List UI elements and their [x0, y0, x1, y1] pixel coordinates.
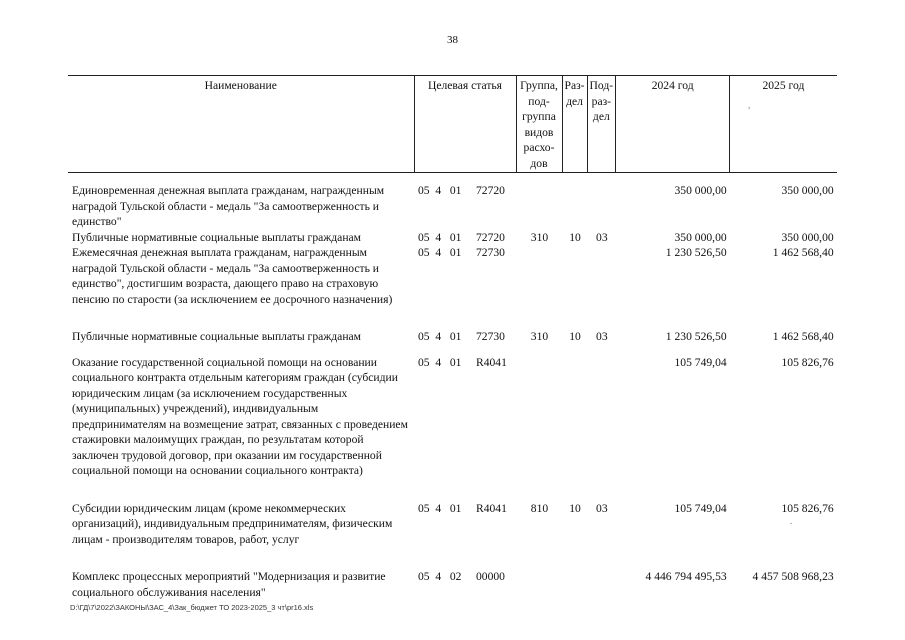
table-row: [68, 501, 837, 548]
row-section: 10: [569, 501, 581, 515]
row-section: [562, 355, 587, 479]
row-section: 10: [569, 230, 581, 244]
row-name: Единовременная денежная выплата гражданам, награжденным наградой Тульской области - медаль "За самоотверженность и единство": [72, 184, 385, 228]
row-amount-2024: 350 000,00: [674, 184, 727, 197]
row-amount-2024: 105 749,04: [674, 501, 727, 515]
row-amount-2024: 1 230 526,50: [665, 246, 727, 259]
row-amount-2025: 105 826,76: [781, 355, 834, 369]
row-group: 310: [530, 230, 549, 244]
table-row: [68, 245, 837, 307]
budget-table: [68, 75, 837, 600]
table-row: [68, 230, 837, 246]
row-group: [516, 355, 562, 479]
row-group: [516, 569, 562, 600]
scan-speck: .: [790, 516, 793, 526]
row-amount-2024: 4 446 794 495,53: [645, 570, 727, 583]
row-target-code: 05 4 01 R4041: [418, 355, 507, 369]
header-expense-group: Группа, под- группа видов расхо- дов: [516, 76, 562, 173]
row-subsection: 03: [596, 230, 608, 244]
row-target-code: 05 4 01 72730: [418, 330, 505, 343]
row-subsection: [587, 569, 616, 600]
row-group: 810: [530, 501, 549, 515]
header-year-2025: 2025 год: [730, 76, 837, 173]
row-amount-2025: 1 462 568,40: [772, 246, 834, 259]
row-target-code: 05 4 01 72720: [418, 184, 505, 197]
row-name: Публичные нормативные социальные выплаты гражданам: [72, 230, 361, 244]
row-section: [562, 569, 587, 600]
scan-speck: ,: [748, 100, 751, 110]
header-subsection: Под- раз- дел: [587, 76, 616, 173]
row-section: [562, 183, 587, 230]
table-row: [68, 183, 837, 230]
row-section: 10: [569, 330, 581, 343]
header-section: Раз- дел: [562, 76, 587, 173]
row-subsection: 03: [596, 501, 608, 515]
row-subsection: [587, 245, 616, 307]
table-row: [68, 329, 837, 345]
page-number: 38: [447, 34, 458, 46]
row-amount-2025: 1 462 568,40: [772, 330, 834, 343]
row-target-code: 05 4 01 72730: [418, 246, 505, 259]
header-target-article: Целевая статья: [414, 76, 516, 173]
row-target-code: 05 4 01 72720: [418, 230, 505, 244]
row-amount-2024: 1 230 526,50: [665, 330, 727, 343]
row-name: Публичные нормативные социальные выплаты гражданам: [72, 330, 361, 343]
table-header-row: [68, 76, 837, 173]
row-target-code: 05 4 02 00000: [418, 570, 505, 583]
table-row: [68, 569, 837, 600]
row-group: 310: [530, 330, 549, 343]
row-name: Оказание государственной социальной помощи на основании социального контракта отдельным категориям граждан (субсидии юридическим лицам (за исключением государственных (муниципальных) учреждений), индивидуальным предпринимателям на возмещение затрат, связанных с проведением стажировки малоимущих граждан, по результатам которой заключен трудовой договор, при оказании им государственной социальной помощи на основании социального контракта): [72, 355, 408, 477]
row-name: Комплекс процессных мероприятий "Модернизация и развитие социального обслуживания населения": [72, 570, 386, 599]
row-group: [516, 245, 562, 307]
row-amount-2025: 105 826,76: [781, 501, 834, 515]
row-section: [562, 245, 587, 307]
row-target-code: 05 4 01 R4041: [418, 501, 507, 515]
row-amount-2025: 350 000,00: [781, 230, 834, 244]
file-path-footer: D:\ГД\7\2022\ЗАКОНЫ\ЗАС_4\Зак_бюджет ТО 2023-2025_3 чт\pr16.xls: [70, 603, 314, 612]
row-name: Ежемесячная денежная выплата гражданам, награжденным наградой Тульской области - медаль "За самоотверженность и единство", достигшим возраста, дающего право на страховую пенсию по старости (за исключением ее досрочного назначения): [72, 246, 393, 306]
table-row: [68, 355, 837, 479]
row-subsection: [587, 183, 616, 230]
row-name: Субсидии юридическим лицам (кроме некоммерческих организаций), индивидуальным предпринимателям, физическим лицам - производителям товаров, работ, услуг: [72, 501, 393, 546]
row-amount-2025: 4 457 508 968,23: [752, 570, 834, 583]
header-name: Наименование: [68, 76, 414, 173]
row-subsection: 03: [596, 330, 608, 343]
row-group: [516, 183, 562, 230]
row-amount-2024: 105 749,04: [674, 355, 727, 369]
row-amount-2024: 350 000,00: [674, 230, 727, 244]
row-subsection: [587, 355, 616, 479]
header-year-2024: 2024 год: [616, 76, 730, 173]
row-amount-2025: 350 000,00: [781, 184, 834, 197]
